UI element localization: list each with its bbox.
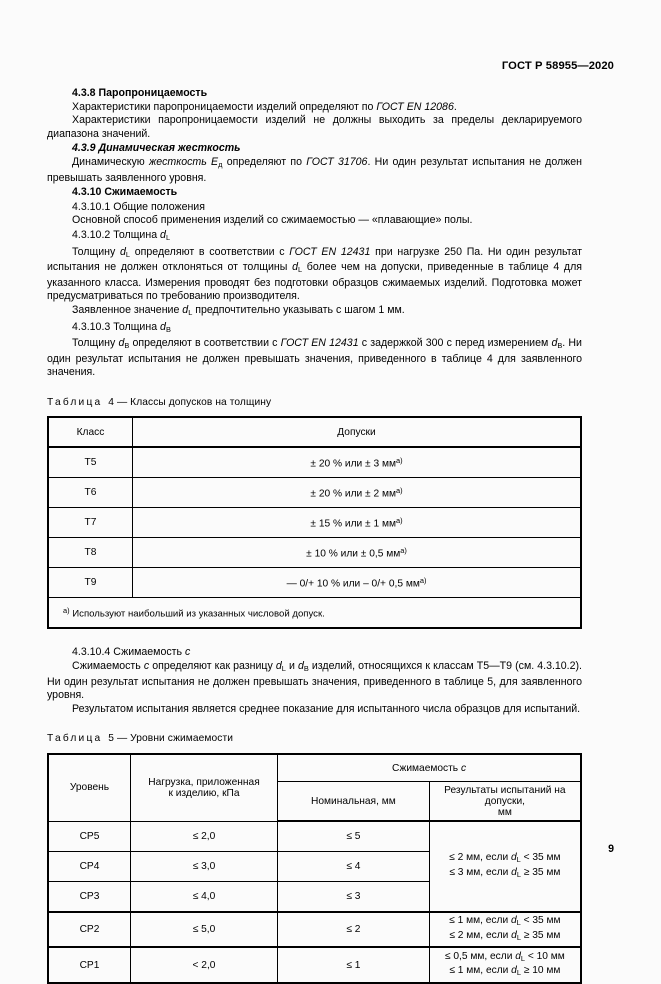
text-run: и [285, 660, 298, 673]
variable-label: d [511, 965, 517, 977]
cell-load: < 2,0 [131, 947, 278, 983]
variable-dl [160, 229, 170, 241]
cell-class: Т6 [48, 478, 133, 508]
footnote-marker: a) [395, 486, 403, 496]
cell-text: ± 10 % или ± 0,5 мм [306, 548, 401, 560]
table-header-results [429, 782, 581, 822]
cell-load: ≤ 2,0 [131, 821, 278, 852]
text-run: Толщину [72, 245, 121, 258]
text-run: определяют в соответствии с [129, 337, 281, 350]
caption-number: 5 [108, 733, 114, 745]
text-run: определяют в соответствии с [130, 245, 290, 258]
variable-dl [276, 660, 286, 672]
variable-label: d [275, 660, 282, 673]
heading-4-3-10-3 [47, 320, 582, 338]
table-header-tolerance: Допуски [133, 417, 582, 447]
variable-subscript: L [516, 869, 521, 879]
variable-label: d [511, 929, 517, 941]
spacer [47, 629, 582, 645]
text-run: Сжимаемость [391, 762, 461, 774]
text-run: . [453, 100, 457, 113]
variable-label: d [182, 303, 189, 316]
table-row [48, 947, 581, 983]
variable-subscript: L [516, 855, 521, 865]
spacer [47, 409, 582, 416]
cell-class: Т5 [48, 447, 133, 478]
variable-db [298, 660, 309, 672]
caption-title: — Классы допусков на толщину [116, 396, 272, 408]
text-run: 4.3.10.4 Сжимаемость [72, 646, 185, 659]
variable-subscript: B [165, 324, 171, 334]
variable-subscript: д [218, 159, 223, 169]
variable-subscript: L [297, 265, 303, 275]
table-header-compressibility [278, 754, 582, 782]
cell-class: Т9 [48, 568, 133, 598]
text-run: Характеристики паропроницаемости изделий определяют по [72, 100, 377, 113]
text-run: . Ни один результат испытания не должен превышать значения, приведенного в таблице 4 для заявленного значения. [47, 337, 582, 379]
text-run: ≥ 10 мм [520, 965, 561, 977]
table-row [48, 568, 581, 598]
text-run: определяют как разницу [149, 660, 276, 673]
text-run: с задержкой 300 с перед измерением [358, 337, 552, 350]
variable-dl [292, 261, 302, 273]
variable-db [160, 321, 171, 333]
variable-label: d [118, 337, 125, 350]
variable-subscript: L [281, 664, 286, 674]
variable-subscript: B [557, 341, 563, 351]
header-line-2: к изделию, кПа [168, 787, 240, 799]
text-run: ≤ 1 мм, если [449, 965, 512, 977]
table-header-row [48, 417, 581, 447]
variable-subscript: L [188, 307, 193, 317]
variable-dl [182, 304, 192, 316]
cell-load: ≤ 5,0 [131, 912, 278, 947]
variable-c: c [184, 646, 191, 659]
cell-tolerance [133, 508, 582, 538]
variable-dl [511, 867, 521, 878]
text-run: < 10 мм [525, 950, 565, 962]
variable-dl [511, 965, 521, 976]
paragraph-4-3-10-4-1 [47, 660, 582, 703]
text-run: ≤ 0,5 мм, если [444, 950, 516, 962]
text-run: ≤ 2 мм, если [449, 852, 511, 864]
table-row [48, 508, 581, 538]
variable-label: d [297, 660, 304, 673]
spacer [47, 380, 582, 396]
text-run: Толщину [72, 337, 119, 350]
paragraph-4-3-10-3-1 [47, 337, 582, 380]
table-row [48, 478, 581, 508]
paragraph-4-3-10-2-1 [47, 246, 582, 304]
cell-nominal: ≤ 4 [278, 852, 430, 882]
text-run: Сжимаемость [72, 660, 144, 673]
text-run: предпочтительно указывать с шагом 1 мм. [192, 303, 405, 316]
table-row [48, 538, 581, 568]
cell-level: СР1 [48, 947, 131, 983]
variable-label: d [515, 950, 521, 962]
variable-subscript: L [516, 932, 521, 942]
cell-load: ≤ 3,0 [131, 852, 278, 882]
caption-number: 4 [108, 396, 114, 408]
variable-db [551, 337, 562, 349]
table-row [48, 912, 581, 947]
text-run: при нагрузке 250 Па. Ни один результат испытания не должен отклоняться от толщины [47, 245, 582, 274]
variable-subscript: L [125, 249, 131, 259]
cell-tolerance [133, 478, 582, 508]
cell-nominal: ≤ 3 [278, 882, 430, 913]
text-run: < 35 мм [520, 852, 561, 864]
variable-label: d [510, 852, 517, 864]
running-head: ГОСТ Р 58955—2020 [501, 60, 614, 72]
footnote-text: Используют наибольший из указанных числовой допуск. [72, 608, 325, 620]
cell-class: Т8 [48, 538, 133, 568]
table-tolerance-classes [47, 416, 582, 629]
text-run: Заявленное значение [72, 303, 183, 316]
header-line-1: Нагрузка, приложенная [148, 776, 260, 788]
caption-label: Таблица [47, 733, 103, 745]
cell-class: Т7 [48, 508, 133, 538]
cell-nominal: ≤ 2 [278, 912, 430, 947]
heading-4-3-10-4 [47, 645, 582, 660]
text-run: более чем на допуски, приведенные в таблице 4 для указанного класса. Измерения проводят без подготовки образцов сжимаемых изделий. Подготовка может предусматриваться по требованию производителя. [47, 261, 583, 303]
cell-tolerance [133, 538, 582, 568]
variable-dl [515, 951, 525, 962]
cell-level: СР3 [48, 882, 131, 913]
table-5-caption [47, 732, 582, 746]
page-number: 9 [608, 843, 614, 855]
footnote-marker: a) [400, 546, 407, 556]
table-header-row-1 [48, 754, 581, 782]
table-header-class: Класс [48, 417, 133, 447]
spacer [47, 716, 582, 732]
variable-label: d [510, 915, 517, 927]
heading-4-3-10-2 [47, 228, 582, 246]
cell-level: СР2 [48, 912, 131, 947]
standard-ref: ГОСТ EN 12431 [289, 245, 371, 258]
cell-results-group-3 [429, 947, 581, 983]
heading-4-3-8: 4.3.8 Паропроницаемость [72, 87, 208, 99]
footnote-marker: a) [395, 456, 403, 466]
table-header-level: Уровень [48, 754, 131, 821]
caption-title: — Уровни сжимаемости [116, 733, 234, 745]
variable-db [118, 337, 129, 349]
cell-tolerance [133, 568, 582, 598]
standard-ref: ГОСТ EN 12086 [376, 100, 454, 113]
paragraph-4-3-8-2: Характеристики паропроницаемости изделий не должны выходить за пределы декларируемого диапазона значений. [47, 114, 582, 140]
variable-subscript: L [516, 918, 521, 928]
text-run: . Ни один результат испытания не должен превышать заявленного уровня. [47, 155, 582, 184]
variable-subscript: L [516, 968, 521, 978]
header-line-2: мм [497, 806, 512, 818]
cell-tolerance [133, 447, 582, 478]
text-run: ≤ 3 мм, если [449, 866, 512, 878]
header-line-1: Результаты испытаний на допуски, [444, 784, 566, 807]
spacer [47, 746, 582, 753]
variable-label: d [551, 337, 558, 350]
standard-ref: ГОСТ EN 12431 [280, 337, 359, 350]
standard-ref: ГОСТ 31706 [306, 155, 368, 168]
cell-text: ± 20 % или ± 3 мм [310, 458, 396, 470]
heading-4-3-10-1: 4.3.10.1 Общие положения [72, 200, 205, 213]
table-header-nominal: Номинальная, мм [278, 782, 430, 822]
text-run: Динамическую [72, 155, 150, 168]
text-run: ≤ 2 мм, если [449, 929, 512, 941]
heading-4-3-9: 4.3.9 Динамическая жесткость [72, 142, 241, 155]
text-run: ≤ 1 мм, если [449, 915, 511, 927]
footnote-marker: a) [395, 516, 403, 526]
caption-label: Таблица [47, 396, 103, 408]
paragraph-4-3-9-1 [47, 156, 582, 185]
variable-dl [511, 930, 521, 941]
text-run: ≥ 35 мм [520, 929, 561, 941]
cell-results-group-1 [429, 821, 581, 912]
heading-4-3-10: 4.3.10 Сжимаемость [72, 186, 178, 199]
text-run: ≥ 35 мм [520, 866, 561, 878]
cell-level: СР4 [48, 852, 131, 882]
text-run: определяют по [222, 155, 307, 168]
cell-nominal: ≤ 5 [278, 821, 430, 852]
variable-label: d [160, 228, 166, 241]
variable-dl [120, 246, 130, 258]
table-4-caption [47, 396, 582, 410]
variable-ed [149, 156, 222, 168]
variable-subscript: B [303, 664, 309, 674]
paragraph-4-3-10-2-2 [47, 304, 582, 320]
cell-text: — 0/+ 10 % или – 0/+ 0,5 мм [286, 578, 420, 590]
footnote-marker: а) [63, 606, 70, 616]
paragraph-4-3-10-4-2: Результатом испытания является среднее показание для испытанного числа образцов для испытаний. [72, 702, 581, 715]
variable-dl [511, 915, 521, 926]
cell-nominal: ≤ 1 [278, 947, 430, 983]
variable-subscript: L [520, 953, 526, 963]
cell-load: ≤ 4,0 [131, 882, 278, 913]
table-footnote [48, 598, 581, 629]
table-footnote-row [48, 598, 581, 629]
variable-subscript: B [124, 341, 130, 351]
table-header-load [131, 754, 278, 821]
variable-subscript: L [165, 232, 171, 242]
variable-c: c [143, 660, 150, 673]
variable-label: d [120, 245, 126, 258]
variable-label: d [511, 866, 517, 878]
text-run: изделий, относящихся к классам Т5—Т9 (см. 4.3.10.2). Ни один результат испытания не должен превышать значения, приведенного в таблице 5, для заявленного уровня. [47, 660, 582, 702]
variable-label: жесткость E [149, 155, 219, 168]
paragraph-4-3-8-1 [47, 101, 582, 115]
table-compressibility-levels [47, 753, 582, 984]
variable-c: c [460, 762, 467, 774]
footnote-marker: a) [419, 576, 427, 586]
cell-level: СР5 [48, 821, 131, 852]
table-row [48, 447, 581, 478]
variable-label: d [160, 320, 166, 333]
cell-text: ± 15 % или ± 1 мм [310, 518, 396, 530]
text-run: < 35 мм [520, 915, 561, 927]
cell-results-group-2 [429, 912, 581, 947]
text-run: 4.3.10.2 Толщина [72, 228, 161, 241]
paragraph-4-3-10-1-1: Основной способ применения изделий со сжимаемостью — «плавающие» полы. [72, 214, 473, 227]
cell-text: ± 20 % или ± 2 мм [310, 488, 396, 500]
text-run: 4.3.10.3 Толщина [72, 320, 161, 333]
variable-label: d [292, 261, 298, 274]
